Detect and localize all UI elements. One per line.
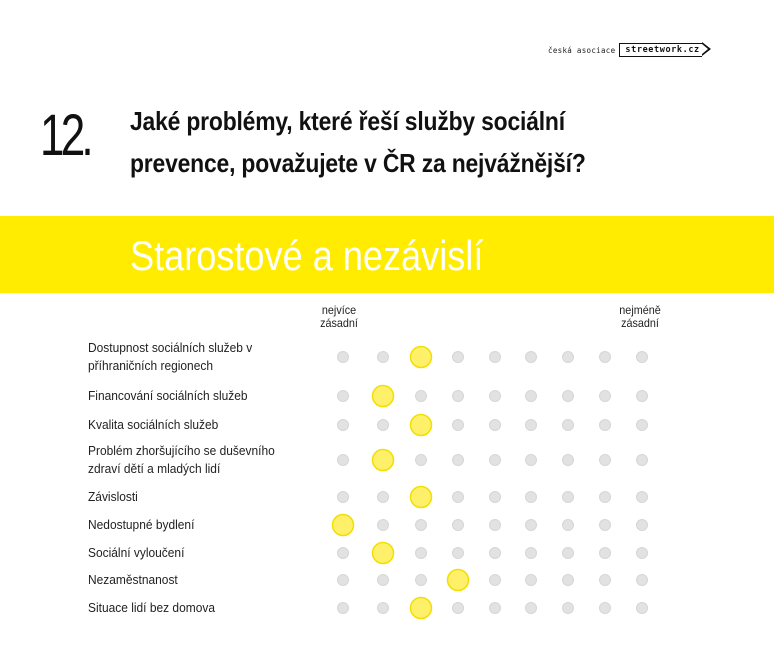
- rating-dot-selected: [411, 598, 432, 619]
- rating-dot: [338, 455, 349, 466]
- rating-dot: [416, 575, 427, 586]
- rating-dot: [637, 352, 648, 363]
- rating-dot: [338, 603, 349, 614]
- question-line-1: Jaké problémy, které řeší služby sociální: [130, 106, 565, 136]
- rating-dot: [526, 455, 537, 466]
- rating-dot: [637, 492, 648, 503]
- row-label: Sociální vyloučení: [88, 545, 185, 560]
- brand-text: česká asociace: [548, 45, 616, 55]
- row-label: Závislosti: [88, 489, 138, 504]
- row-label: Dostupnost sociálních služeb v příhraničních regionech: [88, 340, 253, 373]
- rating-dot: [526, 352, 537, 363]
- rating-dot: [600, 352, 611, 363]
- rating-dot: [637, 575, 648, 586]
- rating-dot: [600, 391, 611, 402]
- rating-dot: [338, 391, 349, 402]
- scale-right-label: nejméně zásadní: [619, 303, 661, 330]
- brand-tag: streetwork.cz: [619, 43, 701, 57]
- rating-dot: [490, 352, 501, 363]
- rating-dot-selected: [411, 415, 432, 436]
- rating-dot: [563, 492, 574, 503]
- rating-dot: [600, 575, 611, 586]
- rating-dot: [453, 455, 464, 466]
- rating-dot: [526, 391, 537, 402]
- rating-dot: [563, 548, 574, 559]
- rating-dot: [453, 548, 464, 559]
- row-label: Situace lidí bez domova: [88, 600, 215, 615]
- rating-dot: [600, 520, 611, 531]
- rating-dot: [453, 603, 464, 614]
- rating-dot: [490, 492, 501, 503]
- rating-dot: [378, 575, 389, 586]
- rating-dot-selected: [333, 515, 354, 536]
- section-title: Starostové a nezávislí: [130, 232, 484, 279]
- rating-dot: [637, 391, 648, 402]
- rating-dot: [526, 520, 537, 531]
- rating-dot: [378, 420, 389, 431]
- rating-dot: [637, 548, 648, 559]
- rating-dot: [453, 420, 464, 431]
- rating-dot: [637, 455, 648, 466]
- rating-dot: [526, 492, 537, 503]
- rating-dot: [563, 420, 574, 431]
- rating-dot: [378, 603, 389, 614]
- rating-dot: [416, 520, 427, 531]
- rating-dot: [490, 603, 501, 614]
- rating-dot: [338, 548, 349, 559]
- rating-dot-selected: [448, 570, 469, 591]
- row-label: Problém zhoršujícího se duševního zdraví dětí a mladých lidí: [88, 443, 275, 476]
- rating-dot-selected: [411, 347, 432, 368]
- rating-dot: [526, 575, 537, 586]
- rating-dot: [637, 520, 648, 531]
- rating-dot: [637, 603, 648, 614]
- question-line-2: prevence, považujete v ČR za nejvážnější?: [130, 148, 586, 178]
- rating-dot: [416, 391, 427, 402]
- rating-dot: [563, 391, 574, 402]
- rating-dot-selected: [373, 543, 394, 564]
- rating-dot: [490, 548, 501, 559]
- question-number: 12.: [40, 103, 90, 168]
- rating-dot: [378, 492, 389, 503]
- rating-dot: [600, 492, 611, 503]
- rating-dot: [637, 420, 648, 431]
- rating-dot: [338, 575, 349, 586]
- rating-dot: [563, 455, 574, 466]
- rating-dot: [453, 492, 464, 503]
- rating-dot: [600, 548, 611, 559]
- rating-dot-selected: [373, 450, 394, 471]
- rating-dot: [600, 455, 611, 466]
- rating-dot: [563, 575, 574, 586]
- rating-dot: [453, 391, 464, 402]
- rating-dot: [453, 520, 464, 531]
- rating-dot: [563, 603, 574, 614]
- rating-dot: [490, 520, 501, 531]
- rating-dot: [563, 520, 574, 531]
- rating-dot: [490, 455, 501, 466]
- row-label: Nezaměstnanost: [88, 572, 178, 587]
- rating-dot: [338, 352, 349, 363]
- rating-dot: [416, 548, 427, 559]
- row-label: Nedostupné bydlení: [88, 517, 195, 532]
- rating-dot: [563, 352, 574, 363]
- rating-dot: [416, 455, 427, 466]
- rating-dot: [600, 420, 611, 431]
- row-label: Kvalita sociálních služeb: [88, 417, 219, 432]
- rating-dot: [490, 420, 501, 431]
- row-label: Financování sociálních služeb: [88, 388, 248, 403]
- rating-dot: [378, 520, 389, 531]
- scale-left-label: nejvíce zásadní: [320, 303, 358, 330]
- rating-dot: [490, 391, 501, 402]
- rating-dot: [526, 548, 537, 559]
- rating-dot: [378, 352, 389, 363]
- rating-dot: [526, 603, 537, 614]
- rating-dot: [453, 352, 464, 363]
- rating-dot: [490, 575, 501, 586]
- rating-dot-selected: [373, 386, 394, 407]
- rating-dot: [338, 492, 349, 503]
- rating-dot: [526, 420, 537, 431]
- rating-dot-selected: [411, 487, 432, 508]
- rating-dot: [338, 420, 349, 431]
- rating-dot: [600, 603, 611, 614]
